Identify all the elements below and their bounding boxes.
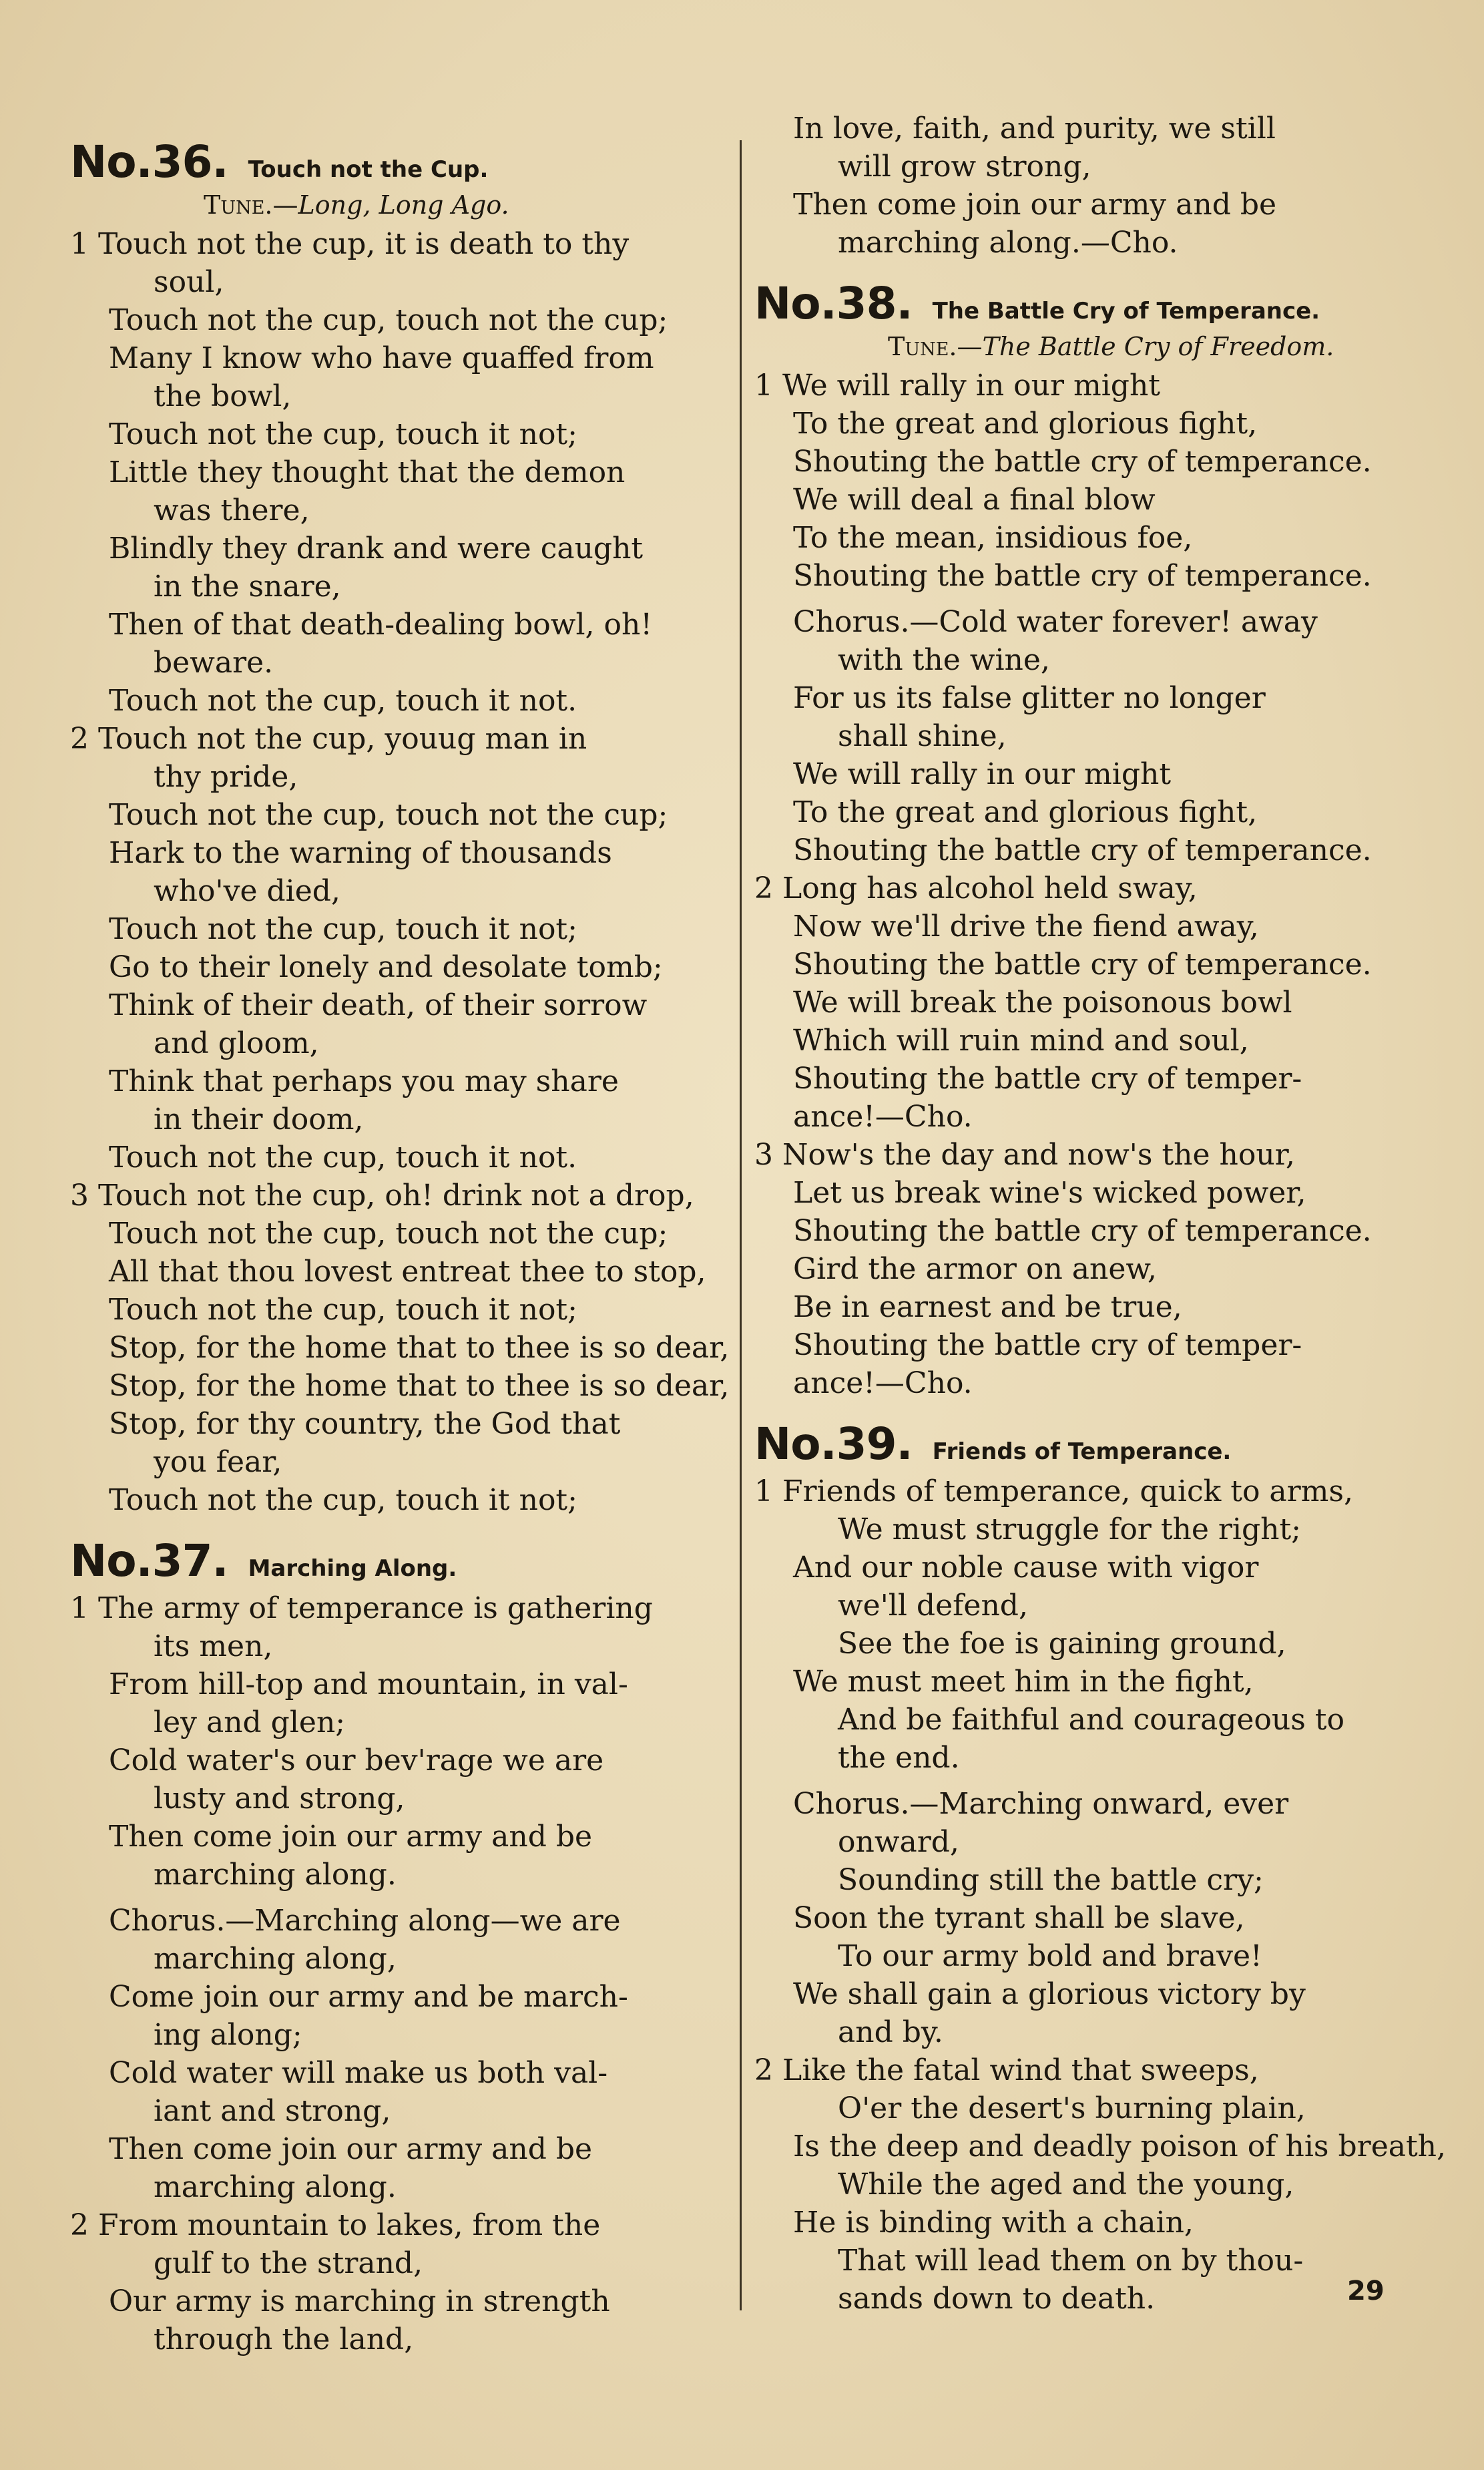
verse-line: Then come join our army and be [793,188,1277,222]
verse-line: 2 Touch not the cup, youug man in [70,722,587,756]
verse-line: Touch not the cup, touch it not; [109,912,577,946]
verse-line: We will break the poisonous bowl [793,986,1292,1020]
verse-line: and by. [838,2015,943,2049]
verse-line: To the mean, insidious foe, [793,521,1193,555]
verse-line: And our noble cause with vigor [793,1551,1259,1585]
verse-line: we'll defend, [838,1589,1028,1623]
verse-line: Then come join our army and be [109,2132,593,2166]
verse-line: Shouting the battle cry of temperance. [793,445,1372,479]
verse-line: marching along.—Cho. [838,226,1178,260]
verse-line: marching along. [154,2170,397,2204]
verse-line: in the snare, [154,570,341,604]
verse-line: We must meet him in the fight, [793,1665,1254,1699]
verse-line: Touch not the cup, touch not the cup; [109,1217,668,1251]
verse-line: iant and strong, [154,2094,391,2128]
verse-line: shall shine, [838,719,1007,753]
verse-line: 3 Touch not the cup, oh! drink not a drop, [70,1179,694,1213]
verse-line: In love, faith, and purity, we still [793,112,1276,146]
tune-name: The Battle Cry of Freedom. [982,332,1334,361]
verse-line: To the great and glorious fight, [793,795,1258,829]
verse-line: 1 Friends of temperance, quick to arms, [754,1474,1353,1508]
verse-line: We shall gain a glorious victory by [793,1977,1306,2011]
verse-line: He is binding with a chain, [793,2206,1194,2240]
verse-line: will grow strong, [838,150,1091,184]
left-column [70,120,738,2358]
verse-line: who've died, [154,874,340,908]
verse-line: Hark to the warning of thousands [109,836,612,870]
verse-line: ing along; [154,2018,302,2052]
verse-line: Think that perhaps you may share [109,1064,619,1098]
verse-line: beware. [154,646,274,680]
verse-line: Stop, for thy country, the God that [109,1407,621,1441]
hymn-title: Friends of Temperance. [932,1438,1232,1465]
verse-line: Touch not the cup, touch it not. [109,684,577,718]
hymn-39-header [754,1418,1422,1470]
verse-line: To the great and glorious fight, [793,407,1258,441]
verse-line: Blindly they drank and were caught [109,532,644,566]
hymn-title: Marching Along. [248,1555,457,1582]
verse-line: Touch not the cup, touch it not; [109,1483,577,1517]
verse-line: Soon the tyrant shall be slave, [793,1901,1245,1935]
verse-line: Be in earnest and be true, [793,1290,1182,1324]
verse-line: was there, [154,493,310,528]
verse-line: To our army bold and brave! [838,1939,1262,1973]
verse-line: 2 From mountain to lakes, from the [70,2208,601,2242]
verse-line: and gloom, [154,1026,319,1060]
verse-line: Cold water will make us both val- [109,2056,608,2090]
chorus-line: Chorus.—Cold water forever! away [793,605,1318,639]
verse-line: Is the deep and deadly poison of his breath, [793,2129,1446,2164]
chorus-line: Chorus.—Marching along—we are [109,1904,621,1938]
verse-line: O'er the desert's burning plain, [838,2091,1306,2125]
hymn-number: No.37. [70,1535,228,1587]
verse-line: Touch not the cup, touch it not. [109,1141,577,1175]
right-column [754,112,1446,2318]
tune-label: Tune.— [204,190,298,220]
verse-line: Stop, for the home that to thee is so dear, [109,1369,730,1403]
verse-line: Shouting the battle cry of temperance. [793,1214,1372,1248]
verse-line: Shouting the battle cry of temperance. [793,559,1372,593]
verse-line: For us its false glitter no longer [793,681,1266,715]
verse-line: the end. [838,1741,960,1775]
verse-line: you fear, [154,1445,282,1479]
hymn-number: No.39. [754,1418,913,1470]
verse-line: Shouting the battle cry of temper- [793,1062,1302,1096]
verse-line: thy pride, [154,760,298,794]
tune-line [888,332,1422,361]
verse-line: in their doom, [154,1102,364,1137]
column-divider [740,140,742,2310]
verse-line: marching along. [154,1858,397,1892]
verse-line: the bowl, [154,379,292,413]
verse-line: lusty and strong, [154,1782,405,1816]
verse-line: While the aged and the young, [838,2168,1294,2202]
verse-line: ley and glen; [154,1705,346,1739]
verse-line: All that thou lovest entreat thee to stop, [109,1255,706,1289]
verse-line: We will deal a final blow [793,483,1156,517]
hymn-37-header [70,1535,738,1587]
verse-line: with the wine, [838,643,1050,677]
verse-line: Go to their lonely and desolate tomb; [109,950,663,984]
verse-line: Then come join our army and be [109,1820,593,1854]
verse-line: through the land, [154,2322,414,2356]
verse-line: Shouting the battle cry of temper- [793,1328,1302,1362]
verse-line: ance!—Cho. [793,1100,973,1134]
verse-line: 1 The army of temperance is gathering [70,1591,653,1625]
verse-line: Shouting the battle cry of temperance. [793,833,1372,867]
verse-line: Shouting the battle cry of temperance. [793,948,1372,982]
hymn-title: The Battle Cry of Temperance. [932,298,1320,325]
verse-line: 2 Long has alcohol held sway, [754,871,1198,905]
verse-line: Now we'll drive the fiend away, [793,909,1259,944]
hymn-number: No.38. [754,278,913,329]
verse-line: Touch not the cup, touch it not; [109,417,577,451]
hymn-title: Touch not the Cup. [248,156,489,183]
verse-line: 2 Like the fatal wind that sweeps, [754,2053,1259,2087]
verse-line: 1 We will rally in our might [754,369,1160,403]
tune-label: Tune.— [888,332,983,361]
chorus-line: Chorus.—Marching onward, ever [793,1787,1289,1821]
verse-line: Gird the armor on anew, [793,1252,1157,1286]
verse-line: Then of that death-dealing bowl, oh! [109,608,652,642]
verse-line: Touch not the cup, touch it not; [109,1293,577,1327]
verse-line: onward, [838,1825,959,1859]
verse-line: And be faithful and courageous to [838,1703,1344,1737]
verse-line: Touch not the cup, touch not the cup; [109,303,668,337]
verse-line: Our army is marching in strength [109,2284,610,2318]
verse-line: sands down to death. [838,2282,1156,2316]
verse-line: We will rally in our might [793,757,1172,791]
page-number: 29 [1347,2276,1385,2306]
verse-line: Think of their death, of their sorrow [109,988,648,1022]
verse-line: Let us break wine's wicked power, [793,1176,1306,1210]
verse-line: Which will ruin mind and soul, [793,1024,1249,1058]
verse-line: soul, [154,265,224,299]
verse-line: its men, [154,1629,273,1663]
verse-line: See the foe is gaining ground, [838,1627,1286,1661]
verse-line: Sounding still the battle cry; [838,1863,1264,1897]
verse-line: Stop, for the home that to thee is so dear, [109,1331,730,1365]
verse-line: 3 Now's the day and now's the hour, [754,1138,1295,1172]
tune-line [204,190,738,220]
hymn-36-header [70,136,738,188]
verse-line: Come join our army and be march- [109,1980,628,2014]
hymn-number: No.36. [70,136,228,188]
verse-line: 1 Touch not the cup, it is death to thy [70,227,630,261]
verse-line: gulf to the strand, [154,2246,423,2280]
verse-line: marching along, [154,1942,397,1976]
verse-line: Little they thought that the demon [109,455,626,489]
verse-line: We must struggle for the right; [838,1512,1301,1547]
hymn-38-header [754,278,1422,329]
verse-line: Touch not the cup, touch not the cup; [109,798,668,832]
verse-line: Many I know who have quaffed from [109,341,654,375]
tune-name: Long, Long Ago. [298,190,509,220]
verse-line: From hill-top and mountain, in val- [109,1667,628,1701]
verse-line: Cold water's our bev'rage we are [109,1743,604,1778]
verse-line: ance!—Cho. [793,1366,973,1400]
verse-line: That will lead them on by thou- [838,2244,1304,2278]
